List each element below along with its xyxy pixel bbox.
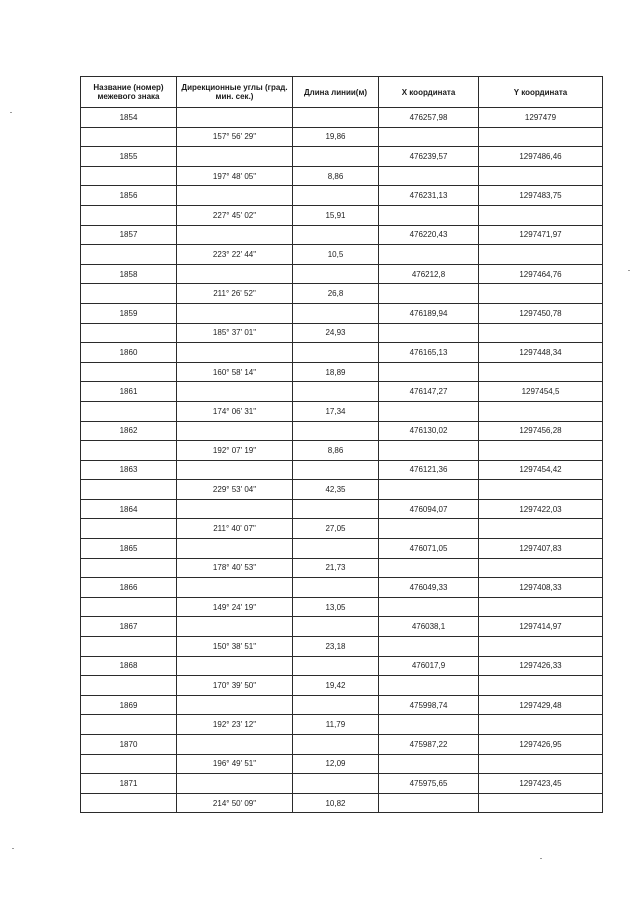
direction-angle-cell: 192° 23' 12" [177, 715, 293, 735]
table-body [81, 108, 603, 813]
empty-cell [177, 735, 293, 755]
line-length-cell: 8,86 [293, 441, 379, 461]
x-coordinate-cell: 475975,65 [379, 774, 479, 794]
line-length-cell: 18,89 [293, 362, 379, 382]
line-length-cell: 26,8 [293, 284, 379, 304]
table-row-segment [81, 441, 603, 461]
line-length-cell: 12,09 [293, 754, 379, 774]
point-name-cell: 1868 [81, 656, 177, 676]
table-row-point [81, 343, 603, 363]
y-coordinate-cell: 1297454,42 [479, 460, 603, 480]
direction-angle-cell: 229° 53' 04" [177, 480, 293, 500]
empty-cell [177, 382, 293, 402]
scan-speck [540, 858, 542, 859]
line-length-cell: 11,79 [293, 715, 379, 735]
empty-cell [379, 480, 479, 500]
empty-cell [177, 774, 293, 794]
y-coordinate-cell: 1297429,48 [479, 695, 603, 715]
table-row-point [81, 774, 603, 794]
y-coordinate-cell: 1297454,5 [479, 382, 603, 402]
header-point-name: Название (номер) межевого знака [81, 77, 177, 108]
direction-angle-cell: 211° 40' 07" [177, 519, 293, 539]
empty-cell [379, 715, 479, 735]
line-length-cell: 13,05 [293, 597, 379, 617]
line-length-cell: 21,73 [293, 558, 379, 578]
empty-cell [293, 460, 379, 480]
empty-cell [379, 676, 479, 696]
empty-cell [479, 519, 603, 539]
empty-cell [379, 401, 479, 421]
direction-angle-cell: 160° 58' 14" [177, 362, 293, 382]
table-row-segment [81, 323, 603, 343]
direction-angle-cell: 149° 24' 19" [177, 597, 293, 617]
empty-cell [293, 735, 379, 755]
table-row-point [81, 460, 603, 480]
y-coordinate-cell: 1297422,03 [479, 499, 603, 519]
empty-cell [293, 578, 379, 598]
point-name-cell: 1856 [81, 186, 177, 206]
table-row-segment [81, 401, 603, 421]
empty-cell [379, 637, 479, 657]
x-coordinate-cell: 476165,13 [379, 343, 479, 363]
empty-cell [479, 205, 603, 225]
table-row-segment [81, 637, 603, 657]
empty-cell [81, 558, 177, 578]
table-row-segment [81, 754, 603, 774]
header-direction-angle: Дирекционные углы (град. мин. сек.) [177, 77, 293, 108]
table-row-segment [81, 558, 603, 578]
empty-cell [379, 323, 479, 343]
empty-cell [177, 225, 293, 245]
empty-cell [81, 597, 177, 617]
empty-cell [81, 441, 177, 461]
empty-cell [81, 205, 177, 225]
empty-cell [293, 382, 379, 402]
point-name-cell: 1867 [81, 617, 177, 637]
table-row-point [81, 421, 603, 441]
empty-cell [379, 519, 479, 539]
table-row-point [81, 382, 603, 402]
empty-cell [479, 715, 603, 735]
table-row-segment [81, 676, 603, 696]
empty-cell [293, 186, 379, 206]
x-coordinate-cell: 476130,02 [379, 421, 479, 441]
table-header-row [81, 77, 603, 108]
line-length-cell: 8,86 [293, 166, 379, 186]
empty-cell [81, 323, 177, 343]
direction-angle-cell: 227° 45' 02" [177, 205, 293, 225]
empty-cell [379, 362, 479, 382]
point-name-cell: 1871 [81, 774, 177, 794]
point-name-cell: 1865 [81, 539, 177, 559]
table-row-segment [81, 793, 603, 813]
empty-cell [81, 793, 177, 813]
point-name-cell: 1860 [81, 343, 177, 363]
direction-angle-cell: 196° 49' 51" [177, 754, 293, 774]
x-coordinate-cell: 476147,27 [379, 382, 479, 402]
x-coordinate-cell: 476121,36 [379, 460, 479, 480]
empty-cell [177, 108, 293, 128]
y-coordinate-cell: 1297426,95 [479, 735, 603, 755]
y-coordinate-cell: 1297450,78 [479, 303, 603, 323]
table-row-point [81, 264, 603, 284]
direction-angle-cell: 150° 38' 51" [177, 637, 293, 657]
line-length-cell: 10,82 [293, 793, 379, 813]
point-name-cell: 1862 [81, 421, 177, 441]
empty-cell [479, 284, 603, 304]
empty-cell [379, 558, 479, 578]
empty-cell [177, 303, 293, 323]
table-row-point [81, 539, 603, 559]
table-row-segment [81, 715, 603, 735]
line-length-cell: 19,86 [293, 127, 379, 147]
empty-cell [81, 519, 177, 539]
empty-cell [177, 578, 293, 598]
empty-cell [479, 480, 603, 500]
empty-cell [293, 539, 379, 559]
document-page [80, 76, 602, 813]
empty-cell [177, 695, 293, 715]
point-name-cell: 1864 [81, 499, 177, 519]
empty-cell [293, 303, 379, 323]
x-coordinate-cell: 476212,8 [379, 264, 479, 284]
scan-speck [12, 848, 14, 849]
y-coordinate-cell: 1297456,28 [479, 421, 603, 441]
point-name-cell: 1866 [81, 578, 177, 598]
table-row-point [81, 225, 603, 245]
empty-cell [81, 676, 177, 696]
point-name-cell: 1858 [81, 264, 177, 284]
empty-cell [479, 245, 603, 265]
empty-cell [379, 284, 479, 304]
table-row-segment [81, 362, 603, 382]
x-coordinate-cell: 476220,43 [379, 225, 479, 245]
empty-cell [479, 166, 603, 186]
empty-cell [81, 715, 177, 735]
y-coordinate-cell: 1297408,33 [479, 578, 603, 598]
y-coordinate-cell: 1297414,97 [479, 617, 603, 637]
table-row-point [81, 735, 603, 755]
point-name-cell: 1869 [81, 695, 177, 715]
empty-cell [293, 499, 379, 519]
empty-cell [177, 147, 293, 167]
line-length-cell: 24,93 [293, 323, 379, 343]
y-coordinate-cell: 1297407,83 [479, 539, 603, 559]
y-coordinate-cell: 1297483,75 [479, 186, 603, 206]
table-row-point [81, 578, 603, 598]
empty-cell [379, 127, 479, 147]
line-length-cell: 42,35 [293, 480, 379, 500]
empty-cell [81, 127, 177, 147]
empty-cell [293, 695, 379, 715]
empty-cell [177, 343, 293, 363]
y-coordinate-cell: 1297448,34 [479, 343, 603, 363]
empty-cell [479, 558, 603, 578]
direction-angle-cell: 197° 48' 05" [177, 166, 293, 186]
table-row-segment [81, 480, 603, 500]
point-name-cell: 1854 [81, 108, 177, 128]
empty-cell [479, 362, 603, 382]
empty-cell [177, 264, 293, 284]
table-row-segment [81, 245, 603, 265]
empty-cell [177, 539, 293, 559]
empty-cell [479, 676, 603, 696]
line-length-cell: 27,05 [293, 519, 379, 539]
x-coordinate-cell: 476231,13 [379, 186, 479, 206]
x-coordinate-cell: 475987,22 [379, 735, 479, 755]
empty-cell [177, 421, 293, 441]
empty-cell [293, 225, 379, 245]
line-length-cell: 19,42 [293, 676, 379, 696]
empty-cell [479, 597, 603, 617]
empty-cell [177, 617, 293, 637]
empty-cell [479, 754, 603, 774]
empty-cell [293, 147, 379, 167]
empty-cell [293, 264, 379, 284]
empty-cell [379, 754, 479, 774]
empty-cell [293, 421, 379, 441]
y-coordinate-cell: 1297479 [479, 108, 603, 128]
direction-angle-cell: 157° 56' 29" [177, 127, 293, 147]
direction-angle-cell: 223° 22' 44" [177, 245, 293, 265]
empty-cell [479, 637, 603, 657]
empty-cell [177, 186, 293, 206]
table-row-point [81, 499, 603, 519]
empty-cell [479, 127, 603, 147]
empty-cell [479, 441, 603, 461]
table-row-segment [81, 284, 603, 304]
line-length-cell: 17,34 [293, 401, 379, 421]
point-name-cell: 1859 [81, 303, 177, 323]
empty-cell [81, 754, 177, 774]
table-row-point [81, 656, 603, 676]
empty-cell [293, 108, 379, 128]
point-name-cell: 1870 [81, 735, 177, 755]
empty-cell [81, 166, 177, 186]
table-row-point [81, 617, 603, 637]
x-coordinate-cell: 476189,94 [379, 303, 479, 323]
direction-angle-cell: 214° 50' 09" [177, 793, 293, 813]
x-coordinate-cell: 476257,98 [379, 108, 479, 128]
boundary-coordinates-table [80, 76, 603, 813]
table-row-segment [81, 166, 603, 186]
empty-cell [177, 460, 293, 480]
y-coordinate-cell: 1297464,76 [479, 264, 603, 284]
empty-cell [81, 401, 177, 421]
table-row-segment [81, 127, 603, 147]
empty-cell [81, 362, 177, 382]
table-row-segment [81, 519, 603, 539]
scan-speck [10, 112, 12, 113]
x-coordinate-cell: 476038,1 [379, 617, 479, 637]
x-coordinate-cell: 476094,07 [379, 499, 479, 519]
empty-cell [379, 793, 479, 813]
point-name-cell: 1857 [81, 225, 177, 245]
table-row-segment [81, 205, 603, 225]
header-y-coordinate: Y координата [479, 77, 603, 108]
x-coordinate-cell: 476017,9 [379, 656, 479, 676]
table-row-point [81, 695, 603, 715]
empty-cell [479, 793, 603, 813]
empty-cell [293, 617, 379, 637]
direction-angle-cell: 185° 37' 01" [177, 323, 293, 343]
direction-angle-cell: 211° 26' 52" [177, 284, 293, 304]
direction-angle-cell: 170° 39' 50" [177, 676, 293, 696]
table-row-point [81, 303, 603, 323]
empty-cell [81, 480, 177, 500]
empty-cell [293, 656, 379, 676]
point-name-cell: 1863 [81, 460, 177, 480]
empty-cell [379, 205, 479, 225]
empty-cell [81, 245, 177, 265]
empty-cell [479, 401, 603, 421]
table-row-point [81, 147, 603, 167]
x-coordinate-cell: 476049,33 [379, 578, 479, 598]
empty-cell [177, 499, 293, 519]
y-coordinate-cell: 1297423,45 [479, 774, 603, 794]
empty-cell [379, 245, 479, 265]
point-name-cell: 1855 [81, 147, 177, 167]
x-coordinate-cell: 476071,05 [379, 539, 479, 559]
y-coordinate-cell: 1297486,46 [479, 147, 603, 167]
y-coordinate-cell: 1297471,97 [479, 225, 603, 245]
empty-cell [293, 774, 379, 794]
direction-angle-cell: 178° 40' 53" [177, 558, 293, 578]
line-length-cell: 10,5 [293, 245, 379, 265]
empty-cell [81, 637, 177, 657]
direction-angle-cell: 192° 07' 19" [177, 441, 293, 461]
empty-cell [177, 656, 293, 676]
table-row-point [81, 186, 603, 206]
x-coordinate-cell: 476239,57 [379, 147, 479, 167]
x-coordinate-cell: 475998,74 [379, 695, 479, 715]
direction-angle-cell: 174° 06' 31" [177, 401, 293, 421]
line-length-cell: 23,18 [293, 637, 379, 657]
point-name-cell: 1861 [81, 382, 177, 402]
table-row-segment [81, 597, 603, 617]
scan-speck [628, 270, 630, 271]
empty-cell [379, 441, 479, 461]
empty-cell [379, 597, 479, 617]
empty-cell [379, 166, 479, 186]
header-x-coordinate: X координата [379, 77, 479, 108]
empty-cell [479, 323, 603, 343]
y-coordinate-cell: 1297426,33 [479, 656, 603, 676]
empty-cell [293, 343, 379, 363]
table-row-point [81, 108, 603, 128]
line-length-cell: 15,91 [293, 205, 379, 225]
empty-cell [81, 284, 177, 304]
header-line-length: Длина линии(м) [293, 77, 379, 108]
